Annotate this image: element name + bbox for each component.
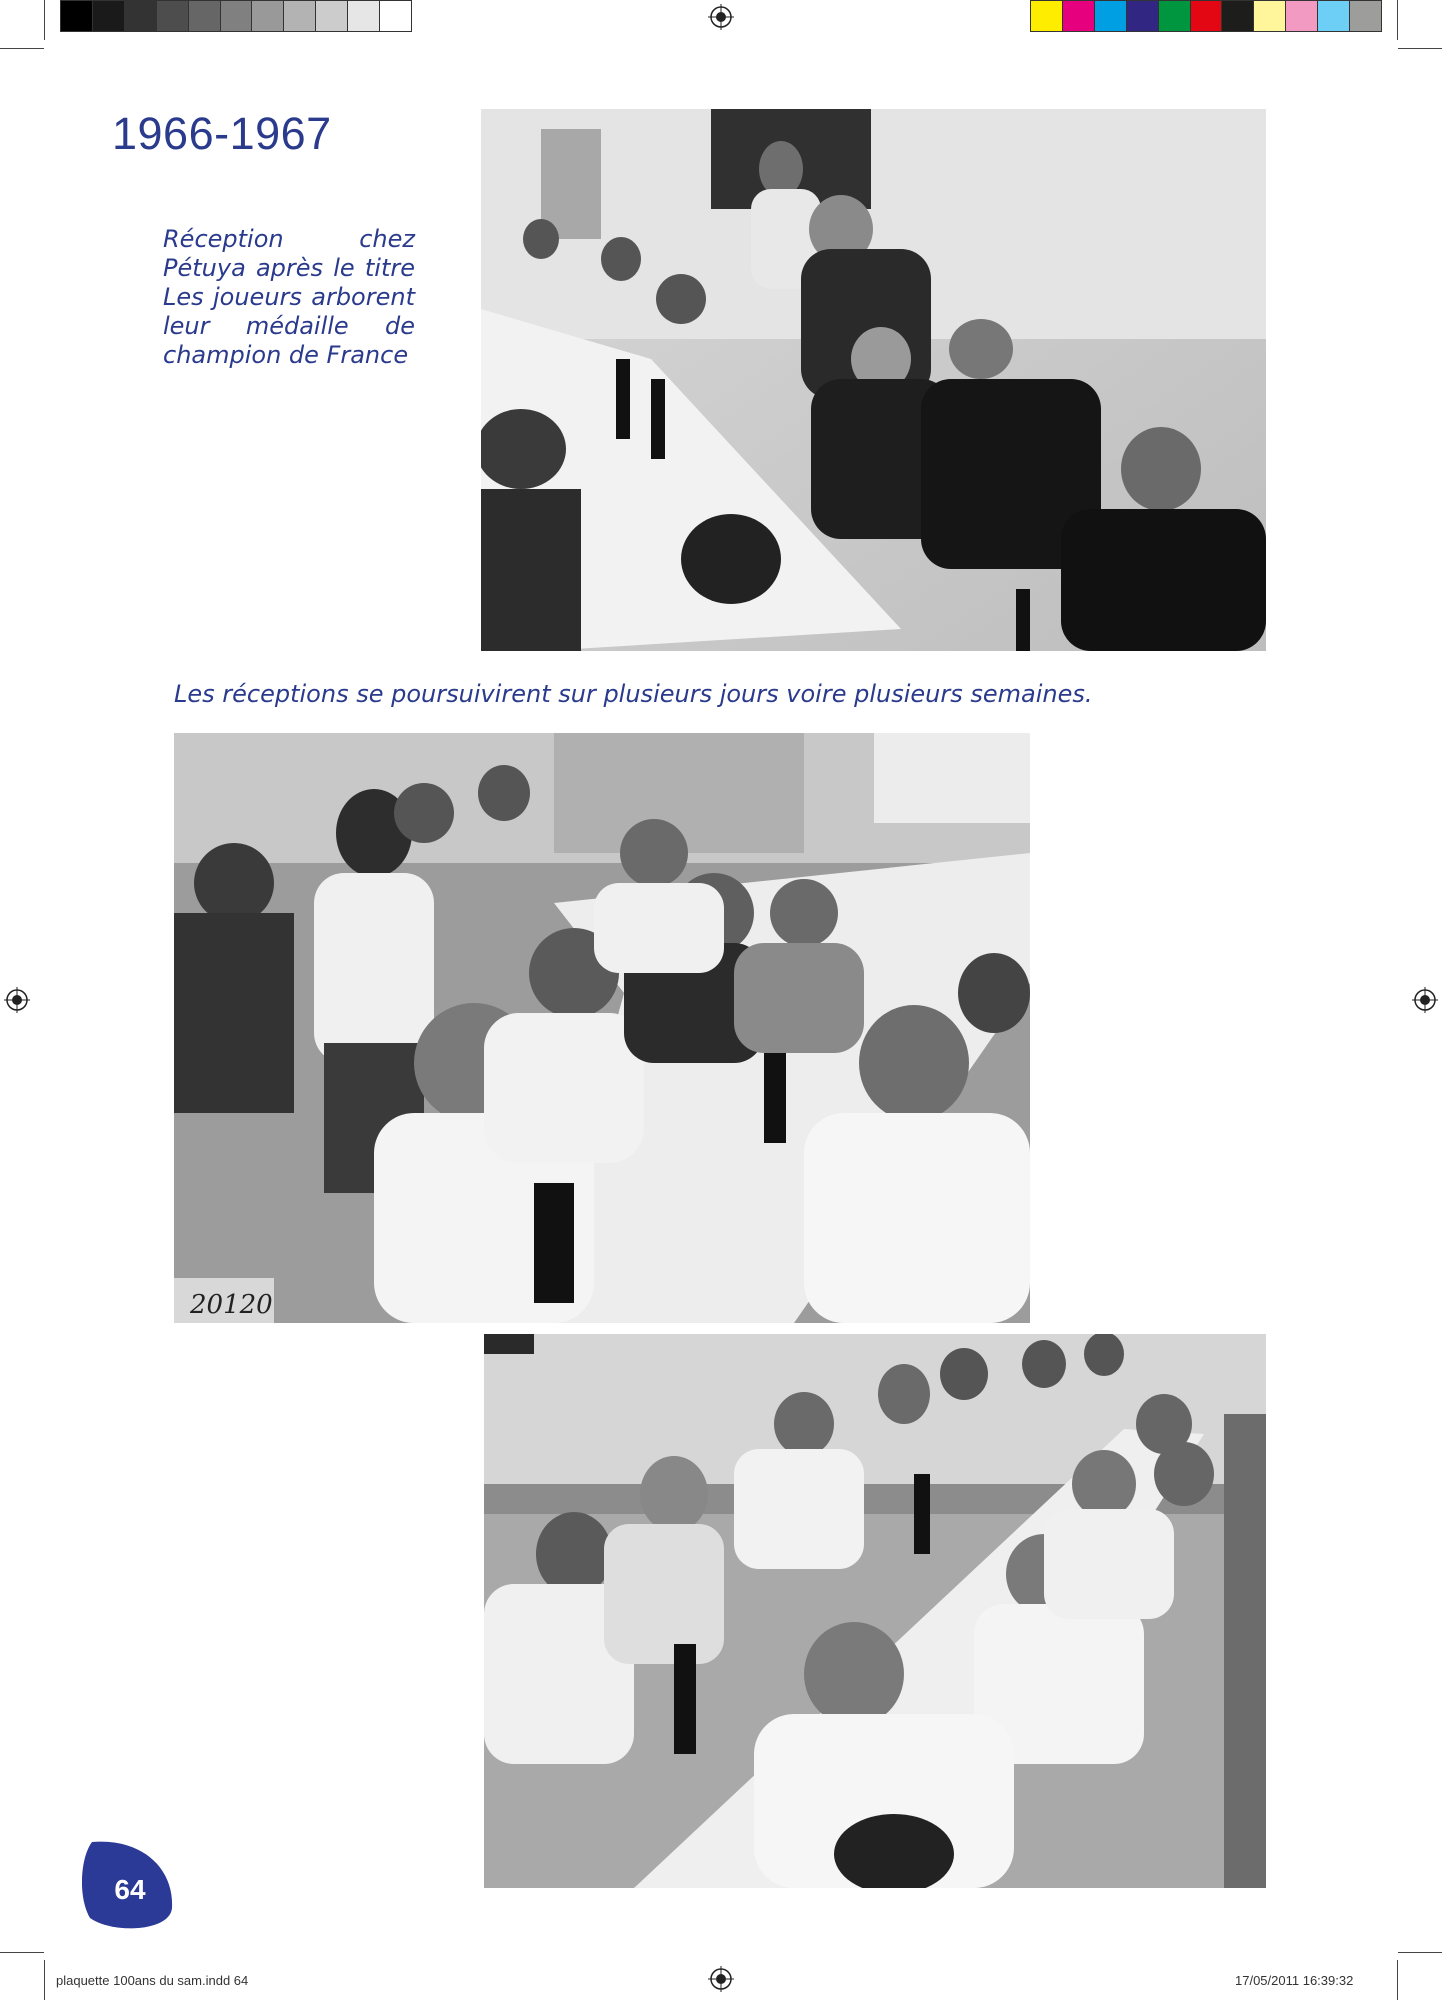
color-swatch xyxy=(1318,1,1350,31)
color-swatch xyxy=(1254,1,1286,31)
crop-mark-bl-v xyxy=(44,1960,45,2000)
grayscale-swatch xyxy=(380,1,411,31)
crop-mark-br-v xyxy=(1397,1960,1398,2000)
grayscale-swatch xyxy=(93,1,125,31)
registration-mark-bottom xyxy=(708,1966,734,1992)
crop-mark-tl-v xyxy=(44,0,45,40)
grayscale-swatch xyxy=(189,1,221,31)
crop-mark-bl-h xyxy=(0,1952,44,1953)
caption-line: Pétuya après le titre xyxy=(163,254,415,282)
grayscale-swatch xyxy=(316,1,348,31)
caption-line: champion de France xyxy=(163,341,409,369)
crop-mark-tl-h xyxy=(0,48,44,49)
color-swatch xyxy=(1159,1,1191,31)
crop-mark-tr-h xyxy=(1398,48,1442,49)
photo-reception-banquet xyxy=(174,733,1030,1323)
page-title: 1966-1967 xyxy=(112,108,332,159)
grayscale-swatch xyxy=(284,1,316,31)
registration-mark-top xyxy=(708,4,734,30)
color-swatch xyxy=(1286,1,1318,31)
registration-mark-left xyxy=(4,987,30,1013)
color-swatch xyxy=(1095,1,1127,31)
secondary-caption: Les réceptions se poursuivirent sur plusieurs jours voire plusieurs semaines. xyxy=(174,680,1093,708)
grayscale-swatch xyxy=(125,1,157,31)
grayscale-swatch xyxy=(157,1,189,31)
color-swatch xyxy=(1031,1,1063,31)
grayscale-swatch xyxy=(221,1,253,31)
registration-mark-right xyxy=(1412,987,1438,1013)
color-swatch xyxy=(1350,1,1381,31)
photo-archive-label: 20120 xyxy=(190,1290,273,1320)
grayscale-color-bar xyxy=(60,0,412,32)
caption-line: Réception chez xyxy=(163,225,415,253)
photo-reception-team-table xyxy=(484,1334,1266,1888)
grayscale-swatch xyxy=(61,1,93,31)
page-number: 64 xyxy=(114,1874,146,1905)
caption-line: Les joueurs arborent xyxy=(163,283,415,311)
color-swatch xyxy=(1063,1,1095,31)
grayscale-swatch xyxy=(348,1,380,31)
photo-caption xyxy=(163,225,415,370)
crop-mark-tr-v xyxy=(1397,0,1398,40)
process-color-bar xyxy=(1030,0,1382,32)
photo-reception-petuya xyxy=(481,109,1266,651)
crop-mark-br-h xyxy=(1398,1952,1442,1953)
slug-timestamp: 17/05/2011 16:39:32 xyxy=(1235,1973,1354,1988)
color-swatch xyxy=(1127,1,1159,31)
color-swatch xyxy=(1222,1,1254,31)
color-swatch xyxy=(1191,1,1223,31)
grayscale-swatch xyxy=(252,1,284,31)
caption-line: leur médaille de xyxy=(163,312,415,340)
slug-filename: plaquette 100ans du sam.indd 64 xyxy=(56,1973,249,1988)
